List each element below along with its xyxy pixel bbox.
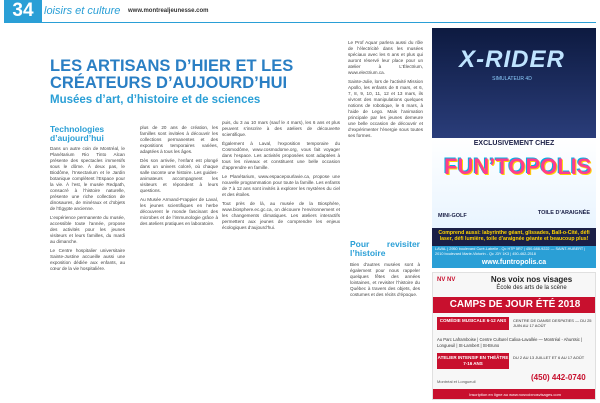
ad-school-name: École des arts de la scène [496, 285, 567, 291]
spider-web-label: TOILE D’ARAIGNÉE [537, 210, 590, 216]
ad-url-link[interactable]: www.funtropolis.ca [432, 258, 596, 268]
ad-promo-text: Comprend aussi: labyrinthe géant, glissades, Ball-o-Cité, défi laser, défi lumière, toile d’araignée géante et beaucoup plus! [432, 228, 596, 246]
nvnv-logo: NV NV [437, 277, 456, 283]
paragraph: Le Planétarium, www.espacepourlavie.ca, propose une nouvelle programmation pour toute la famille. Les enfants de 7 à 12 ans sont invités à explorer les mystères du ciel et des étoiles. [222, 174, 340, 197]
ad-exclusive-label: EXCLUSIVEMENT CHEZ [473, 140, 555, 147]
ad-subheadline: SIMULATEUR 4D [492, 76, 532, 82]
page-number: 34 [4, 0, 42, 22]
paragraph: Le Centre hospitalier universitaire Sainte-Justine accueille aussi une exposition dédiée aux enfants, au cœur de la vie hospitalière. [50, 248, 125, 271]
paragraph: Bien d’autres musées sont à également pour nous rappeler quelques fêtes des années lointaines, et revisiter l’histoire du Québec à travers des objets, des costumes et des récits d’époque. [350, 262, 420, 297]
ad-headline: X-RIDER [459, 46, 565, 73]
paragraph: Le Prof Aquar parlera aussi du rôle de l’électricité dans les musées spéciaux avec les 6 ans et plus qui auront réservé leur place pour un atelier à L’Électrium, www.electrium.ca. [348, 40, 423, 75]
website-link[interactable]: www.montrealjeunesse.com [128, 8, 209, 14]
funtopolis-logo: FUN’TOPOLIS [444, 154, 592, 179]
ad-comedy-label: COMÉDIE MUSICALE 6-12 ANS [437, 317, 509, 330]
article-column-3 [222, 120, 340, 390]
paragraph: puis, du 3 au 10 mars (sauf le 4 mars), les 6 ans et plus peuvent s’inscrire à des ateliers de découverte scientifique. [222, 120, 340, 137]
ad-phone[interactable]: (450) 442-0740 [531, 373, 586, 382]
ad-city: Montréal et Longueuil [437, 379, 476, 384]
article-title: LES ARTISANS D’HIER ET LES CRÉATEURS D’AUJOURD’HUI [50, 57, 294, 92]
ad-background [432, 28, 596, 138]
ad-address: LAVAL | 2950 boulevard Curé-Labelle - Qc H7P 5R7 | 450-688-9222 — SAINT-HUBERT | 2010 boulevard Marie-Victorin - Qc J3Y 1K3 | 450-462-2518 [432, 246, 596, 258]
paragraph: Tout près de là, au musée de la Biosphère, www.biosphere.ec.gc.ca, on découvre l’environnement et les changements climatiques. Les ateliers interactifs permettent aux jeunes de comprendre les enjeux écologiques d’aujourd’hui. [222, 201, 340, 230]
mini-golf-label: MINI-GOLF [438, 213, 467, 219]
header-divider [4, 22, 596, 23]
ad-camps-banner: CAMPS DE JOUR ÉTÉ 2018 [433, 297, 596, 313]
section-heading-history: Pour revisiter l’histoire [350, 240, 420, 258]
page-header [0, 0, 600, 24]
article-column-2 [140, 125, 218, 385]
article-column-4 [348, 40, 423, 240]
ad-voices-title: Nos voix nos visages [490, 275, 573, 284]
advertisement-funtopolis[interactable] [432, 28, 596, 268]
paragraph: Dans un autre coin de Montréal, le Planétarium Rio Tinto Alcan présente des spectacles immersifs sous le dôme. À deux pas, le Biodôme, l’Insectarium et le Jardin botanique complètent l’Espace pour la vie. À l’est, le musée Redpath, consacré à l’histoire naturelle, présente une riche collection de dinosaures, de minéraux et d’objets de l’Égypte ancienne. [50, 146, 125, 211]
ad-comedy-details: CENTRE DE DANSE DESPATIES — DU 25 JUIN AU 17 AOÛT [513, 318, 592, 328]
section-title: loisirs et culture [44, 5, 121, 17]
ad-workshop-label: ATELIER INTENSIF EN THÉÂTRE 7-16 ANS [437, 353, 509, 369]
paragraph: Au Musée Armand-Frappier de Laval, les jeunes scientifiques en herbe découvrent le monde fascinant des microbes et de l’immunologie grâce à des ateliers pratiques en laboratoire. [140, 197, 218, 226]
article-column-1 [50, 125, 125, 385]
paragraph: Dès son arrivée, l’enfant est plongé dans un univers coloré, où chaque salle raconte une histoire. Les guides-animateurs accompagnent les visiteurs et répondent à leurs questions. [140, 158, 218, 193]
paragraph: L’expérience permanente du musée, accessible toute l’année, propose des activités pour les jeunes visiteurs et leurs familles, du mardi au dimanche. [50, 215, 125, 244]
paragraph: plus de 20 ans de création, les familles sont invitées à découvrir les collections permanentes et des expositions temporaires variées, adaptées à tous les âges. [140, 125, 218, 154]
advertisement-camps[interactable] [432, 272, 596, 400]
article-column-5 [350, 240, 420, 350]
ad-sites: Au Parc Laframboise | Centre Culturel Calixa-Lavallée — Montréal - Ahuntsic | Longueuil | St-Lambert | St-Bruno [437, 337, 583, 348]
ad-footer-link[interactable]: Inscription en ligne au www.nosvoixnosvisages.com [433, 389, 596, 400]
article-subtitle: Musées d’art, d’histoire et de sciences [50, 94, 261, 106]
paragraph: Sainte-Julie, lors de l’activité Mission Apollo, les enfants de 8 mars, et 6, 7, 8, 9, 10, 11, 12 et 13 mars, ils vivront des manipulations quelques notions de robotique, le 6 mars, à l’aide de Lego. Mais l’animation principale par les jeunes demeure une belle occasion de découvrir et d’expérimenter l’énergie sous toutes ses formes. [348, 79, 423, 138]
section-heading-technologies: Technologies d’aujourd’hui [50, 125, 105, 143]
ad-workshop-details: DU 2 AU 13 JUILLET ET 6 AU 17 AOÛT [513, 355, 585, 360]
paragraph: Également à Laval, l’exposition temporaire du Cosmodôme, www.cosmodome.org, vous fait voyager dans l’espace. Les activités proposées sont adaptées à tous les niveaux et constituent une belle occasion d’apprendre en famille. [222, 141, 340, 170]
